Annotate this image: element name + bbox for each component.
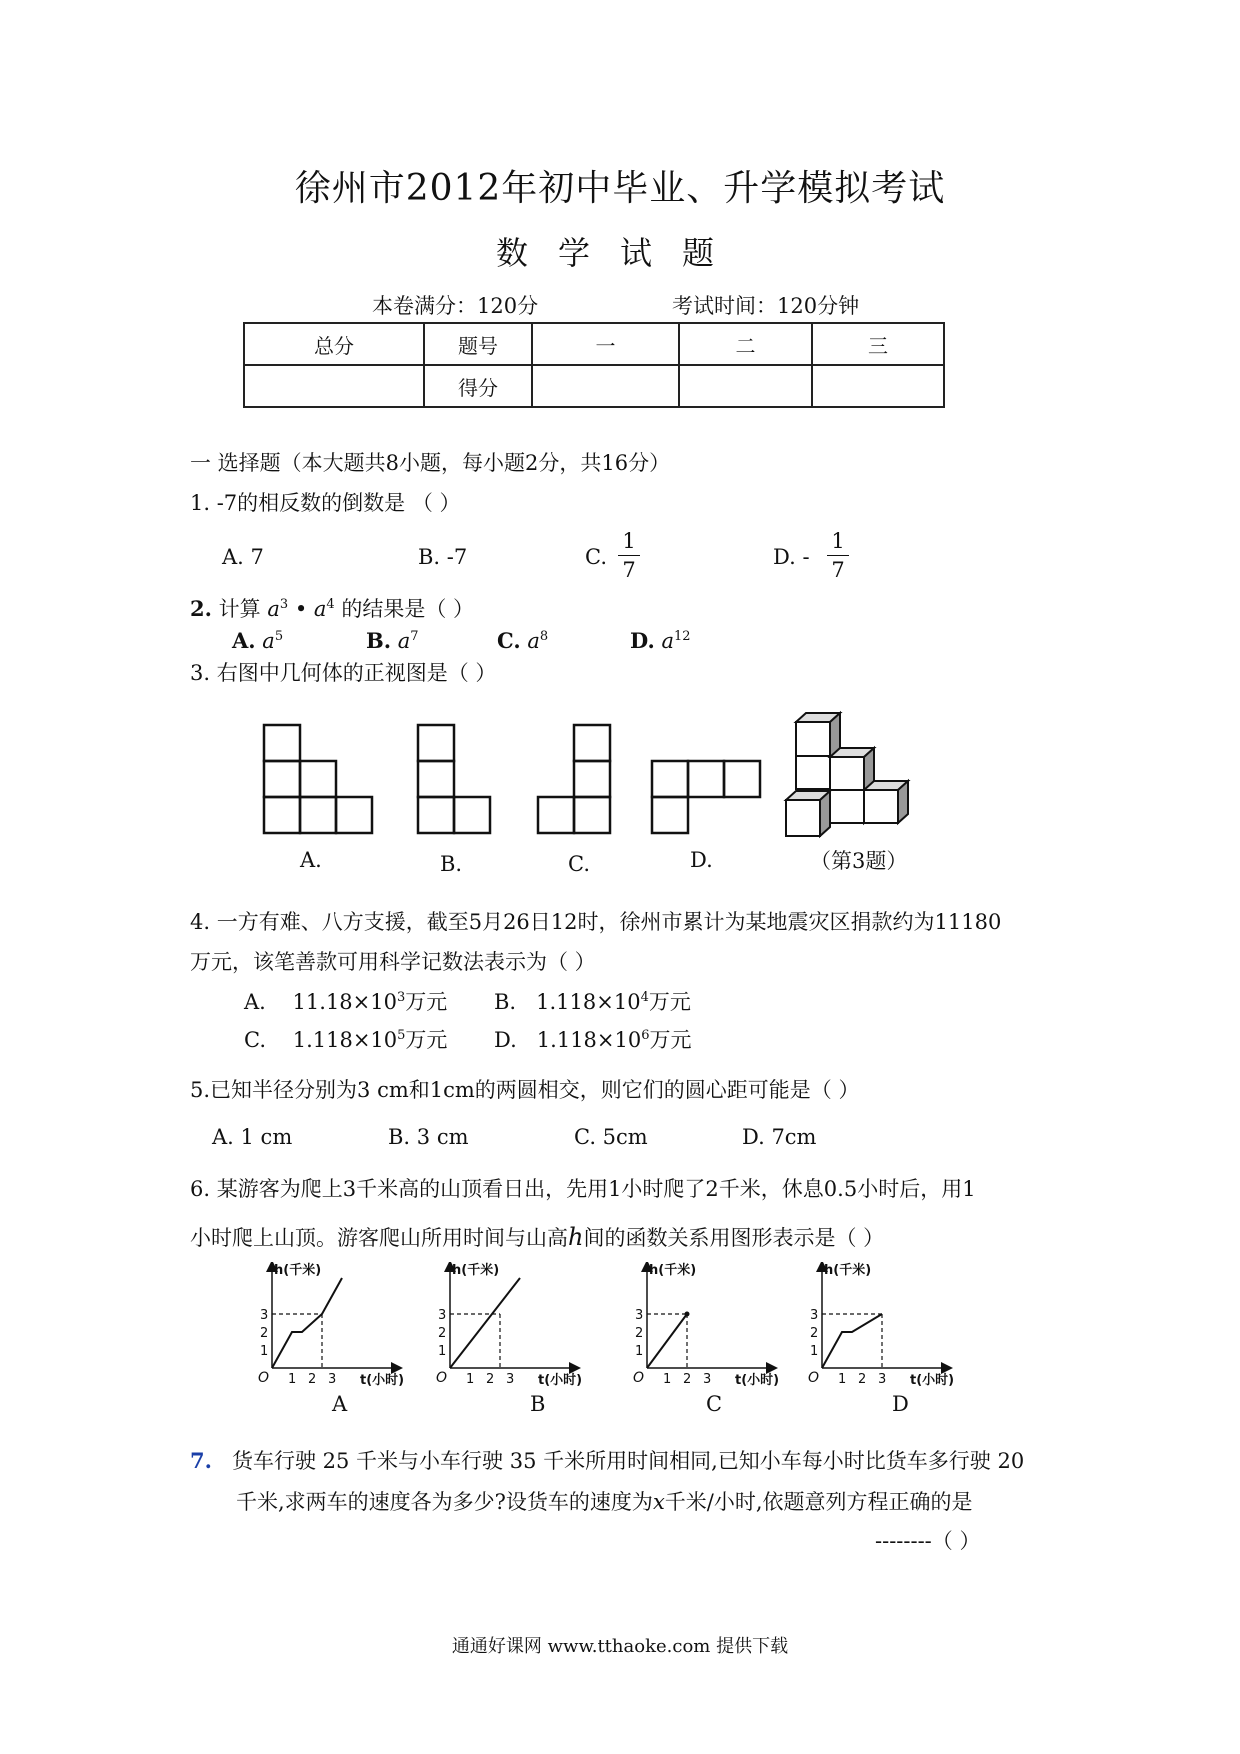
- q2-option-d: [630, 628, 691, 653]
- graph-y-label: h(千米): [649, 1263, 697, 1278]
- q2-option-c: [497, 628, 548, 653]
- option-value: 1.118×10: [536, 1028, 642, 1052]
- graph-y-tick: 3: [438, 1308, 447, 1323]
- q2-option-b: [366, 628, 419, 653]
- table-cell: [532, 365, 679, 407]
- q3-figure-c: [538, 725, 610, 833]
- option-value: 1.118×10: [536, 990, 641, 1014]
- q4-option-c: [244, 1024, 447, 1054]
- q2-option-a: [232, 628, 283, 653]
- times-dot: •: [294, 597, 308, 621]
- graph-x-tick: 3: [506, 1372, 515, 1387]
- stem-text: 千米/小时,依题意列方程正确的是: [664, 1490, 973, 1514]
- exam-time-text: 考试时间：120分钟: [672, 294, 860, 318]
- graph-x-tick: 1: [838, 1372, 847, 1387]
- q5-option-a: A. 1 cm: [212, 1125, 293, 1149]
- option-value: 11.18×10: [292, 990, 397, 1014]
- graph-y-tick: 3: [810, 1308, 819, 1323]
- q6-label-a: A: [332, 1392, 348, 1416]
- graph-y-tick: 1: [438, 1344, 447, 1359]
- table-cell: 总分: [244, 323, 424, 365]
- q3-label-a: A.: [300, 848, 322, 872]
- question-number: 7.: [190, 1448, 212, 1473]
- option-label: C.: [497, 628, 521, 653]
- graph-curve: [822, 1314, 882, 1368]
- table-cell: [812, 365, 944, 407]
- question-3-stem: 3. 右图中几何体的正视图是（ ）: [190, 661, 497, 685]
- q4-option-b: [494, 986, 691, 1016]
- table-cell: [244, 365, 424, 407]
- graph-x-tick: 2: [308, 1372, 317, 1387]
- graph-x-tick: 1: [466, 1372, 475, 1387]
- stem-text: 计算: [218, 597, 268, 621]
- graph-y-tick: 2: [438, 1326, 447, 1341]
- fraction-denominator: 7: [831, 558, 845, 582]
- q1-fraction-d: [827, 528, 849, 583]
- graph-x-tick: 1: [288, 1372, 297, 1387]
- table-cell: 题号: [424, 323, 532, 365]
- option-label: B.: [366, 628, 392, 653]
- exponent: 4: [326, 597, 335, 612]
- math-var: a: [661, 629, 674, 653]
- graph-y-label: h(千米): [824, 1263, 872, 1278]
- section-heading: 一 选择题（本大题共8小题，每小题2分，共16分）: [190, 451, 671, 475]
- graph-x-tick: 3: [703, 1372, 712, 1387]
- exam-title: 徐州市2012年初中毕业、升学模拟考试: [294, 168, 946, 209]
- q6-label-b: B: [530, 1392, 546, 1416]
- graph-origin: O: [258, 1370, 270, 1386]
- full-score-text: 本卷满分：120分: [372, 294, 539, 318]
- math-var: a: [313, 597, 327, 621]
- question-2-stem: [190, 593, 474, 623]
- q6-graphs: [250, 1262, 1010, 1392]
- graph-origin: O: [436, 1370, 448, 1386]
- option-label: D.: [630, 628, 655, 653]
- question-7-line2: [236, 1486, 973, 1516]
- graph-y-tick: 2: [635, 1326, 644, 1341]
- table-cell: 三: [812, 323, 944, 365]
- option-unit: 万元: [405, 1028, 448, 1052]
- q3-label-d: D.: [690, 848, 713, 872]
- q6-graph-d: [808, 1262, 954, 1388]
- fraction-bar: [618, 555, 640, 556]
- graph-origin: O: [808, 1370, 820, 1386]
- q3-figure-d: [652, 761, 760, 833]
- question-7-line1: [190, 1445, 1024, 1475]
- q3-figures: [230, 710, 940, 860]
- q3-label-c: C.: [568, 852, 590, 876]
- graph-y-tick: 3: [260, 1308, 269, 1323]
- option-value: 1.118×10: [292, 1028, 398, 1052]
- question-6-line1: 6. 某游客为爬上3千米高的山顶看日出，先用1小时爬了2千米，休息0.5小时后，用1: [190, 1177, 976, 1201]
- q4-option-a: [244, 986, 447, 1016]
- page-footer: 通通好课网 www.tthaoke.com 提供下载: [451, 1636, 789, 1657]
- stem-text: 小时爬上山顶。游客爬山所用时间与山高: [190, 1226, 568, 1250]
- q5-option-b: B. 3 cm: [388, 1125, 469, 1149]
- table-cell: [679, 365, 812, 407]
- table-cell: 一: [532, 323, 679, 365]
- q4-option-d: [494, 1024, 692, 1054]
- q5-option-c: C. 5cm: [574, 1125, 648, 1149]
- question-5-stem: 5.已知半径分别为3 cm和1cm的两圆相交，则它们的圆心距可能是（ ）: [190, 1078, 860, 1102]
- option-label: C.: [244, 1028, 266, 1052]
- question-4-line2: 万元，该笔善款可用科学记数法表示为（ ）: [190, 950, 596, 974]
- graph-y-tick: 2: [810, 1326, 819, 1341]
- q3-figure-a: [264, 725, 372, 833]
- stem-text: 千米,求两车的速度各为多少?设货车的速度为: [236, 1490, 653, 1514]
- option-label: B.: [494, 990, 517, 1014]
- graph-y-label: h(千米): [452, 1263, 500, 1278]
- graph-x-tick: 2: [858, 1372, 867, 1387]
- q1-option-c: C.: [585, 545, 607, 569]
- q1-fraction-c: [618, 528, 640, 583]
- q1-option-b: B. -7: [418, 545, 468, 569]
- graph-x-tick: 2: [486, 1372, 495, 1387]
- q6-graph-c: [633, 1262, 779, 1388]
- exponent: 5: [274, 629, 284, 644]
- q1-option-d: D. -: [773, 545, 810, 569]
- exponent: 3: [279, 597, 289, 612]
- option-label: D.: [494, 1028, 517, 1052]
- question-4-line1: 4. 一方有难、八方支援，截至5月26日12时，徐州市累计为某地震灾区捐款约为11180: [190, 910, 1002, 934]
- graph-origin: O: [633, 1370, 645, 1386]
- stem-text: 的结果是（ ）: [334, 597, 475, 621]
- q1-option-a: A. 7: [222, 545, 264, 569]
- q6-label-c: C: [706, 1392, 723, 1416]
- question-number: 2.: [190, 596, 212, 621]
- exponent: 12: [674, 629, 691, 644]
- fraction-denominator: 7: [622, 558, 636, 582]
- graph-endpoint: [685, 1312, 690, 1317]
- question-6-line2: [190, 1222, 884, 1252]
- exponent: 8: [539, 629, 549, 644]
- option-unit: 万元: [405, 990, 448, 1014]
- graph-curve: [647, 1314, 687, 1368]
- fraction-numerator: 1: [831, 529, 845, 553]
- math-var: h: [568, 1223, 584, 1251]
- math-var: a: [262, 629, 275, 653]
- graph-x-tick: 2: [683, 1372, 692, 1387]
- option-unit: 万元: [648, 990, 691, 1014]
- graph-y-label: h(千米): [274, 1263, 322, 1278]
- exponent: 6: [641, 1028, 650, 1043]
- q3-figure-b: [418, 725, 490, 833]
- math-var: a: [267, 597, 280, 621]
- q6-graph-b: [436, 1262, 582, 1388]
- question-1-stem: 1. -7的相反数的倒数是 （ ）: [190, 491, 461, 515]
- graph-y-tick: 1: [810, 1344, 819, 1359]
- graph-x-label: t(小时): [538, 1373, 583, 1388]
- score-table-row: [244, 365, 944, 407]
- math-var: a: [527, 629, 540, 653]
- exponent: 4: [640, 990, 649, 1005]
- graph-x-tick: 3: [328, 1372, 337, 1387]
- graph-x-label: t(小时): [360, 1373, 405, 1388]
- stem-text: 货车行驶 25 千米与小车行驶 35 千米所用时间相同,已知小车每小时比货车多行驶 20: [231, 1449, 1025, 1473]
- graph-x-tick: 1: [663, 1372, 672, 1387]
- q6-graph-a: [258, 1262, 404, 1388]
- q3-label-b: B.: [440, 852, 463, 876]
- graph-y-tick: 2: [260, 1326, 269, 1341]
- exponent: 7: [410, 629, 419, 644]
- graph-curve: [272, 1278, 342, 1368]
- graph-x-label: t(小时): [910, 1373, 955, 1388]
- score-table-row: [244, 323, 944, 365]
- score-table: [243, 322, 945, 408]
- graph-x-label: t(小时): [735, 1373, 780, 1388]
- option-unit: 万元: [649, 1028, 692, 1052]
- graph-curve: [450, 1278, 520, 1368]
- question-7-answer-blank: --------（ ）: [875, 1529, 981, 1553]
- stem-text: 间的函数关系用图形表示是（ ）: [583, 1226, 885, 1250]
- graph-y-tick: 1: [260, 1344, 269, 1359]
- fraction-numerator: 1: [622, 529, 636, 553]
- fraction-bar: [827, 555, 849, 556]
- q5-option-d: D. 7cm: [742, 1125, 817, 1149]
- option-label: A.: [232, 628, 256, 653]
- graph-x-tick: 3: [878, 1372, 887, 1387]
- exponent: 3: [396, 990, 406, 1005]
- exponent: 5: [397, 1028, 406, 1043]
- q3-caption: （第3题）: [810, 849, 908, 873]
- q6-label-d: D: [892, 1392, 909, 1416]
- math-var: x: [652, 1490, 665, 1514]
- option-label: A.: [244, 990, 266, 1014]
- q3-solid-figure: [786, 713, 908, 836]
- graph-y-tick: 3: [635, 1308, 644, 1323]
- table-cell: 得分: [424, 365, 532, 407]
- exam-subtitle: 数学试题: [495, 234, 744, 272]
- math-var: a: [397, 629, 411, 653]
- graph-y-tick: 1: [635, 1344, 644, 1359]
- table-cell: 二: [679, 323, 812, 365]
